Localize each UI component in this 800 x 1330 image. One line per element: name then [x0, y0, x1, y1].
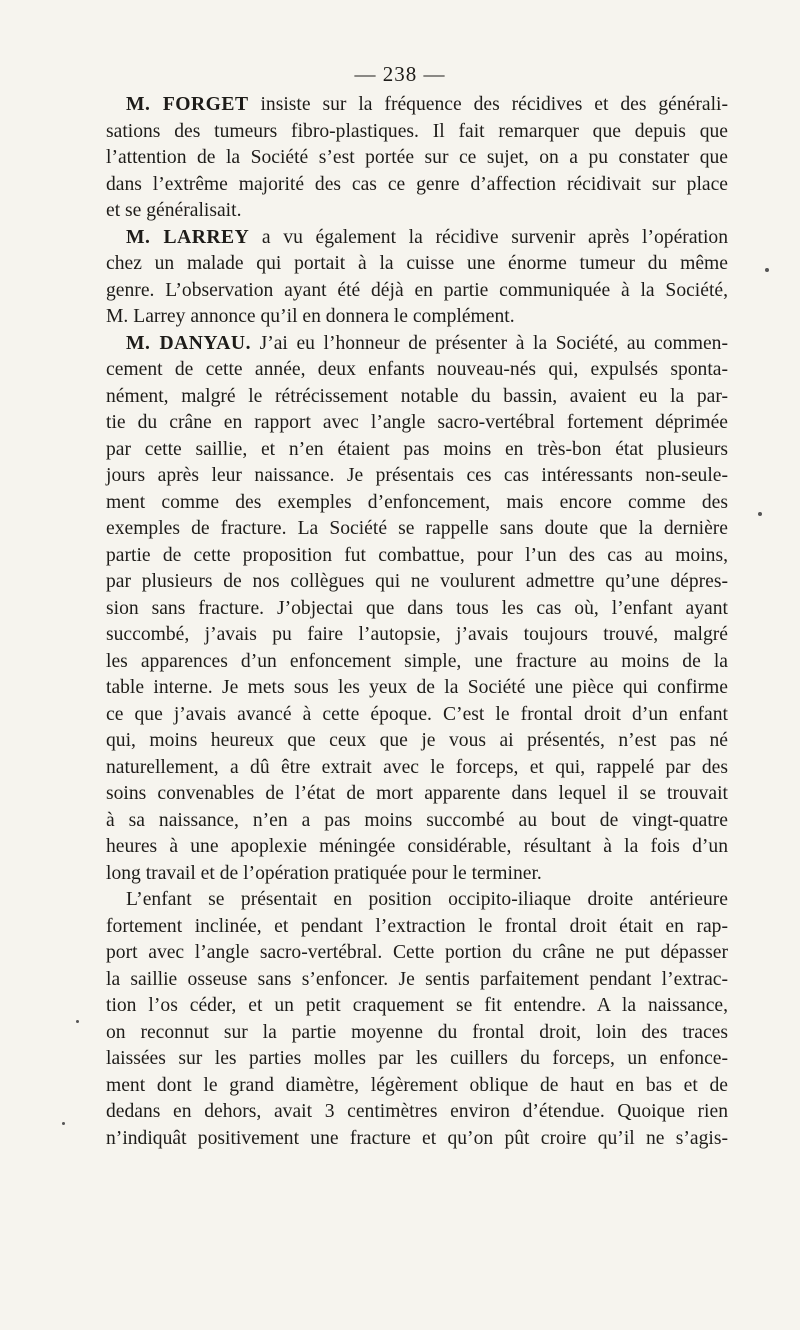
text-line: qui, moins heureux que ceux que je vous ai présentés, n’est pas né [106, 730, 728, 751]
text-line: ment dont le grand diamètre, légèrement oblique de haut en bas et de [106, 1074, 728, 1096]
speaker-name: M. LARREY [126, 226, 250, 248]
text-line: par plusieurs de nos collègues qui ne voulurent admettre qu’une dépres- [106, 571, 728, 592]
text-line: naturellement, a dû être extrait avec le forceps, et qui, rappelé par des [106, 756, 728, 778]
text-line: la saillie osseuse sans s’enfoncer. Je sentis parfaitement pendant l’extrac- [106, 968, 728, 990]
text-line: dedans en dehors, avait 3 centimètres environ d’étendue. Quoique rien [106, 1101, 728, 1122]
text-line: dans l’extrême majorité des cas ce genre d’affection récidivait sur place [106, 173, 728, 195]
text-line: ment comme des exemples d’enfoncement, mais encore comme des [106, 491, 728, 513]
text-line: nément, malgré le rétrécissement notable du bassin, avaient eu la par- [106, 385, 728, 407]
text-line: ce que j’avais avancé à cette époque. C’est le frontal droit d’un enfant [106, 703, 728, 725]
text-line: cement de cette année, deux enfants nouveau-nés qui, expulsés sponta- [106, 359, 728, 380]
margin-speck [758, 512, 762, 516]
text-line: jours après leur naissance. Je présentais ces cas intéressants non-seule- [106, 465, 728, 486]
text-line: n’indiquât positivement une fracture et qu’on pût croire qu’il ne s’agis- [106, 1127, 728, 1149]
text-line: sion sans fracture. J’objectai que dans tous les cas où, l’enfant ayant [106, 597, 728, 619]
text-line: fortement inclinée, et pendant l’extraction le frontal droit était en rap- [106, 915, 728, 937]
text-line: partie de cette proposition fut combattue, pour l’un des cas au moins, [106, 544, 728, 566]
text-line: les apparences d’un enfoncement simple, une fracture au moins de la [106, 650, 728, 672]
speaker-name: M. FORGET [126, 94, 249, 115]
text-line: table interne. Je mets sous les yeux de la Société une pièce qui confirme [106, 677, 728, 698]
text-line: laissées sur les parties molles par les cuillers du forceps, un enfonce- [106, 1048, 728, 1069]
margin-speck [765, 268, 769, 272]
text-line: tion l’os céder, et un petit craquement se fit entendre. A la naissance, [106, 995, 728, 1016]
text-line: long travail et de l’opération pratiquée pour le terminer. [106, 862, 542, 884]
text-line: on reconnut sur la partie moyenne du frontal droit, loin des traces [106, 1021, 728, 1043]
text-line: M. LARREY a vu également la récidive survenir après l’opération [126, 226, 728, 248]
text-line: et se généralisait. [106, 200, 242, 221]
text-line: par cette saillie, et n’en étaient pas moins en très-bon état plusieurs [106, 438, 728, 460]
text-line: chez un malade qui portait à la cuisse une énorme tumeur du même [106, 253, 728, 274]
text-line: M. Larrey annonce qu’il en donnera le complément. [106, 306, 515, 327]
text-line: genre. L’observation ayant été déjà en partie communiquée à la Société, [106, 279, 728, 301]
text-line: l’attention de la Société s’est portée sur ce sujet, on a pu constater que [106, 147, 728, 168]
body-text [106, 92, 728, 1152]
text-line: port avec l’angle sacro-vertébral. Cette portion du crâne ne put dépasser [106, 942, 728, 963]
text-line: à sa naissance, n’en a pas moins succombé au bout de vingt-quatre [106, 809, 728, 831]
text-line: sations des tumeurs fibro-plastiques. Il fait remarquer que depuis que [106, 120, 728, 142]
margin-speck [62, 1122, 65, 1125]
text-line: M. DANYAU. J’ai eu l’honneur de présenter à la Société, au commen- [126, 332, 728, 354]
text-line: heures à une apoplexie méningée considérable, résultant à la fois d’un [106, 836, 728, 857]
text-line: M. FORGET insiste sur la fréquence des récidives et des générali- [126, 94, 728, 115]
speaker-name: M. DANYAU. [126, 332, 251, 354]
margin-speck [76, 1020, 79, 1023]
text-line: succombé, j’avais pu faire l’autopsie, j’avais toujours trouvé, malgré [106, 624, 728, 645]
text-line: L’enfant se présentait en position occipito-iliaque droite antérieure [126, 889, 728, 910]
text-line: soins convenables de l’état de mort apparente dans lequel il se trouvait [106, 783, 728, 804]
text-line: tie du crâne en rapport avec l’angle sacro-vertébral fortement déprimée [106, 412, 728, 433]
page-number: — 238 — [354, 62, 446, 86]
text-line: exemples de fracture. La Société se rappelle sans doute que la dernière [106, 518, 728, 539]
